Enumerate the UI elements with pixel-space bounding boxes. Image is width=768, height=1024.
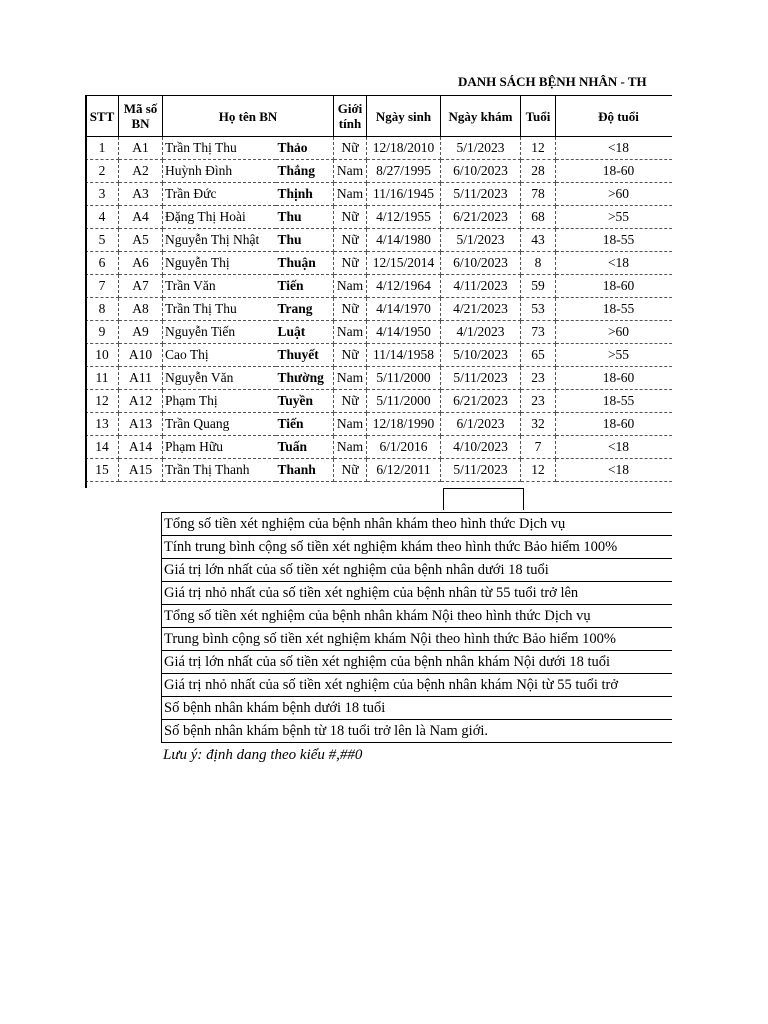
cell-stt[interactable]: 13 xyxy=(86,413,119,436)
cell-ma-so[interactable]: A10 xyxy=(119,344,163,367)
summary-label[interactable]: Giá trị nhỏ nhất của số tiền xét nghiệm của bệnh nhân khám Nội từ 55 tuổi trở xyxy=(162,674,673,697)
cell-do-tuoi[interactable]: <18 xyxy=(556,137,673,160)
cell-tuoi[interactable]: 68 xyxy=(521,206,556,229)
cell-ngay-sinh[interactable]: 6/1/2016 xyxy=(367,436,441,459)
cell-ho[interactable]: Phạm Hữu xyxy=(163,436,276,459)
table-row xyxy=(86,436,673,459)
cell-do-tuoi[interactable]: 18-60 xyxy=(556,160,673,183)
cell-do-tuoi[interactable]: <18 xyxy=(556,252,673,275)
empty-stub-cell[interactable] xyxy=(443,488,524,510)
table-row xyxy=(86,183,673,206)
summary-row xyxy=(162,559,673,582)
cell-ten[interactable]: Thảo xyxy=(276,137,334,160)
cell-ngay-kham[interactable]: 6/21/2023 xyxy=(441,390,521,413)
cell-ngay-kham[interactable]: 5/11/2023 xyxy=(441,459,521,482)
cell-gioi-tinh[interactable]: Nữ xyxy=(334,229,367,252)
summary-table xyxy=(161,512,672,743)
summary-row xyxy=(162,628,673,651)
table-row xyxy=(86,137,673,160)
cell-tuoi[interactable]: 23 xyxy=(521,367,556,390)
cell-tuoi[interactable]: 12 xyxy=(521,459,556,482)
cell-ma-so[interactable]: A11 xyxy=(119,367,163,390)
cell-gioi-tinh[interactable]: Nam xyxy=(334,367,367,390)
summary-row xyxy=(162,536,673,559)
cell-ma-so[interactable]: A14 xyxy=(119,436,163,459)
table-row xyxy=(86,229,673,252)
cell-stt[interactable]: 10 xyxy=(86,344,119,367)
cell-ma-so[interactable]: A8 xyxy=(119,298,163,321)
cell-ho[interactable]: Trần Thị Thanh xyxy=(163,459,276,482)
patient-table xyxy=(85,95,672,482)
cell-tuoi[interactable]: 43 xyxy=(521,229,556,252)
cell-stt[interactable]: 9 xyxy=(86,321,119,344)
cell-ho[interactable]: Nguyễn Thị xyxy=(163,252,276,275)
cell-ho[interactable]: Nguyễn Thị Nhật xyxy=(163,229,276,252)
table-row xyxy=(86,321,673,344)
cell-ten[interactable]: Thịnh xyxy=(276,183,334,206)
cell-ho[interactable]: Trần Đức xyxy=(163,183,276,206)
cell-stt[interactable]: 1 xyxy=(86,137,119,160)
summary-row xyxy=(162,697,673,720)
cell-ngay-sinh[interactable]: 12/18/2010 xyxy=(367,137,441,160)
cell-ma-so[interactable]: A6 xyxy=(119,252,163,275)
table-row xyxy=(86,252,673,275)
summary-row xyxy=(162,513,673,536)
header-row xyxy=(86,96,673,137)
cell-ngay-sinh[interactable]: 6/12/2011 xyxy=(367,459,441,482)
sheet-title: DANH SÁCH BỆNH NHÂN - TH xyxy=(458,74,647,89)
cell-stt[interactable]: 6 xyxy=(86,252,119,275)
cell-ma-so[interactable]: A2 xyxy=(119,160,163,183)
cell-ngay-sinh[interactable]: 5/11/2000 xyxy=(367,390,441,413)
cell-tuoi[interactable]: 65 xyxy=(521,344,556,367)
cell-ma-so[interactable]: A1 xyxy=(119,137,163,160)
cell-stt[interactable]: 11 xyxy=(86,367,119,390)
cell-gioi-tinh[interactable]: Nam xyxy=(334,183,367,206)
summary-label[interactable]: Giá trị lớn nhất của số tiền xét nghiệm của bệnh nhân khám Nội dưới 18 tuổi xyxy=(162,651,673,674)
cell-tuoi[interactable]: 73 xyxy=(521,321,556,344)
cell-ho[interactable]: Huỳnh Đình xyxy=(163,160,276,183)
cell-tuoi[interactable]: 12 xyxy=(521,137,556,160)
cell-gioi-tinh[interactable]: Nam xyxy=(334,436,367,459)
cell-tuoi[interactable]: 59 xyxy=(521,275,556,298)
header-do-tuoi: Độ tuổi xyxy=(556,96,673,137)
cell-ngay-kham[interactable]: 5/11/2023 xyxy=(441,367,521,390)
cell-ngay-kham[interactable]: 6/1/2023 xyxy=(441,413,521,436)
table-row xyxy=(86,275,673,298)
cell-ma-so[interactable]: A9 xyxy=(119,321,163,344)
cell-ngay-kham[interactable]: 4/1/2023 xyxy=(441,321,521,344)
cell-stt[interactable]: 5 xyxy=(86,229,119,252)
cell-gioi-tinh[interactable]: Nữ xyxy=(334,206,367,229)
cell-do-tuoi[interactable]: 18-55 xyxy=(556,229,673,252)
summary-label[interactable]: Giá trị nhỏ nhất của số tiền xét nghiệm của bệnh nhân từ 55 tuổi trở lên xyxy=(162,582,673,605)
table-row xyxy=(86,413,673,436)
summary-table-wrap xyxy=(161,512,672,743)
cell-ngay-kham[interactable]: 5/1/2023 xyxy=(441,137,521,160)
cell-gioi-tinh[interactable]: Nam xyxy=(334,160,367,183)
table-left-border xyxy=(85,95,87,488)
table-row xyxy=(86,459,673,482)
cell-stt[interactable]: 14 xyxy=(86,436,119,459)
cell-stt[interactable]: 15 xyxy=(86,459,119,482)
cell-stt[interactable]: 3 xyxy=(86,183,119,206)
cell-tuoi[interactable]: 53 xyxy=(521,298,556,321)
summary-label[interactable]: Số bệnh nhân khám bệnh dưới 18 tuổi xyxy=(162,697,673,720)
cell-ten[interactable]: Thường xyxy=(276,367,334,390)
header-gioi-tinh: Giới tính xyxy=(334,96,367,137)
cell-ho[interactable]: Trần Thị Thu xyxy=(163,137,276,160)
cell-ho[interactable]: Phạm Thị xyxy=(163,390,276,413)
cell-do-tuoi[interactable]: >60 xyxy=(556,183,673,206)
cell-ma-so[interactable]: A5 xyxy=(119,229,163,252)
summary-row xyxy=(162,582,673,605)
table-row xyxy=(86,390,673,413)
cell-do-tuoi[interactable]: 18-60 xyxy=(556,367,673,390)
cell-ngay-sinh[interactable]: 11/16/1945 xyxy=(367,183,441,206)
cell-ngay-kham[interactable]: 5/10/2023 xyxy=(441,344,521,367)
cell-ten[interactable]: Tuấn xyxy=(276,436,334,459)
cell-ngay-sinh[interactable]: 4/14/1980 xyxy=(367,229,441,252)
patient-table-wrap xyxy=(85,95,672,482)
header-stt: STT xyxy=(86,96,119,137)
summary-label[interactable]: Tổng số tiền xét nghiệm của bệnh nhân khám theo hình thức Dịch vụ xyxy=(162,513,673,536)
summary-row xyxy=(162,651,673,674)
cell-do-tuoi[interactable]: >60 xyxy=(556,321,673,344)
cell-do-tuoi[interactable]: 18-60 xyxy=(556,413,673,436)
cell-stt[interactable]: 4 xyxy=(86,206,119,229)
cell-ten[interactable]: Tiến xyxy=(276,413,334,436)
table-row xyxy=(86,160,673,183)
cell-ngay-kham[interactable]: 5/1/2023 xyxy=(441,229,521,252)
summary-label[interactable]: Giá trị lớn nhất của số tiền xét nghiệm của bệnh nhân dưới 18 tuổi xyxy=(162,559,673,582)
cell-ngay-sinh[interactable]: 4/14/1950 xyxy=(367,321,441,344)
cell-ho[interactable]: Trần Văn xyxy=(163,275,276,298)
cell-ma-so[interactable]: A4 xyxy=(119,206,163,229)
cell-tuoi[interactable]: 78 xyxy=(521,183,556,206)
header-ma-so: Mã số BN xyxy=(119,96,163,137)
cell-ma-so[interactable]: A3 xyxy=(119,183,163,206)
cell-ho[interactable]: Cao Thị xyxy=(163,344,276,367)
cell-tuoi[interactable]: 23 xyxy=(521,390,556,413)
cell-ngay-sinh[interactable]: 4/12/1964 xyxy=(367,275,441,298)
header-tuoi: Tuổi xyxy=(521,96,556,137)
cell-ten[interactable]: Trang xyxy=(276,298,334,321)
cell-do-tuoi[interactable]: 18-60 xyxy=(556,275,673,298)
cell-ngay-sinh[interactable]: 4/14/1970 xyxy=(367,298,441,321)
cell-ngay-kham[interactable]: 4/21/2023 xyxy=(441,298,521,321)
cell-ma-so[interactable]: A13 xyxy=(119,413,163,436)
cell-ngay-kham[interactable]: 6/21/2023 xyxy=(441,206,521,229)
cell-ho[interactable]: Đặng Thị Hoài xyxy=(163,206,276,229)
cell-do-tuoi[interactable]: 18-55 xyxy=(556,390,673,413)
cell-ten[interactable]: Thu xyxy=(276,206,334,229)
cell-gioi-tinh[interactable]: Nữ xyxy=(334,459,367,482)
cell-tuoi[interactable]: 28 xyxy=(521,160,556,183)
cell-do-tuoi[interactable]: >55 xyxy=(556,206,673,229)
cell-gioi-tinh[interactable]: Nữ xyxy=(334,344,367,367)
cell-ngay-sinh[interactable]: 11/14/1958 xyxy=(367,344,441,367)
cell-ngay-sinh[interactable]: 8/27/1995 xyxy=(367,160,441,183)
cell-ten[interactable]: Thanh xyxy=(276,459,334,482)
cell-ten[interactable]: Thắng xyxy=(276,160,334,183)
cell-tuoi[interactable]: 7 xyxy=(521,436,556,459)
cell-ho[interactable]: Nguyễn Văn xyxy=(163,367,276,390)
cell-stt[interactable]: 2 xyxy=(86,160,119,183)
cell-ma-so[interactable]: A15 xyxy=(119,459,163,482)
cell-do-tuoi[interactable]: <18 xyxy=(556,436,673,459)
cell-ho[interactable]: Trần Quang xyxy=(163,413,276,436)
cell-stt[interactable]: 12 xyxy=(86,390,119,413)
cell-ten[interactable]: Luật xyxy=(276,321,334,344)
table-row xyxy=(86,367,673,390)
cell-tuoi[interactable]: 8 xyxy=(521,252,556,275)
cell-ma-so[interactable]: A12 xyxy=(119,390,163,413)
cell-ngay-kham[interactable]: 5/11/2023 xyxy=(441,183,521,206)
cell-ngay-sinh[interactable]: 4/12/1955 xyxy=(367,206,441,229)
cell-ngay-kham[interactable]: 4/11/2023 xyxy=(441,275,521,298)
cell-gioi-tinh[interactable]: Nam xyxy=(334,275,367,298)
cell-stt[interactable]: 8 xyxy=(86,298,119,321)
header-ngay-kham: Ngày khám xyxy=(441,96,521,137)
cell-ho[interactable]: Trần Thị Thu xyxy=(163,298,276,321)
summary-label[interactable]: Trung bình cộng số tiền xét nghiệm khám Nội theo hình thức Bảo hiểm 100% xyxy=(162,628,673,651)
cell-gioi-tinh[interactable]: Nữ xyxy=(334,137,367,160)
cell-do-tuoi[interactable]: 18-55 xyxy=(556,298,673,321)
summary-label[interactable]: Tổng số tiền xét nghiệm của bệnh nhân khám Nội theo hình thức Dịch vụ xyxy=(162,605,673,628)
cell-ten[interactable]: Thuyết xyxy=(276,344,334,367)
cell-gioi-tinh[interactable]: Nam xyxy=(334,321,367,344)
summary-label[interactable]: Số bệnh nhân khám bệnh từ 18 tuổi trở lên là Nam giới. xyxy=(162,720,673,743)
cell-do-tuoi[interactable]: >55 xyxy=(556,344,673,367)
cell-ngay-sinh[interactable]: 12/18/1990 xyxy=(367,413,441,436)
cell-ten[interactable]: Tiến xyxy=(276,275,334,298)
table-row xyxy=(86,298,673,321)
cell-ngay-kham[interactable]: 6/10/2023 xyxy=(441,160,521,183)
cell-do-tuoi[interactable]: <18 xyxy=(556,459,673,482)
cell-ngay-sinh[interactable]: 12/15/2014 xyxy=(367,252,441,275)
cell-ma-so[interactable]: A7 xyxy=(119,275,163,298)
summary-row xyxy=(162,605,673,628)
format-note: Lưu ý: định dang theo kiểu #,##0 xyxy=(163,747,363,763)
header-ngay-sinh: Ngày sinh xyxy=(367,96,441,137)
summary-row xyxy=(162,674,673,697)
cell-ten[interactable]: Thuận xyxy=(276,252,334,275)
table-row xyxy=(86,206,673,229)
cell-ten[interactable]: Tuyền xyxy=(276,390,334,413)
table-row xyxy=(86,344,673,367)
cell-stt[interactable]: 7 xyxy=(86,275,119,298)
cell-ngay-kham[interactable]: 4/10/2023 xyxy=(441,436,521,459)
header-ho-ten: Họ tên BN xyxy=(163,96,334,137)
cell-tuoi[interactable]: 32 xyxy=(521,413,556,436)
summary-row xyxy=(162,720,673,743)
cell-gioi-tinh[interactable]: Nữ xyxy=(334,252,367,275)
cell-gioi-tinh[interactable]: Nam xyxy=(334,413,367,436)
summary-label[interactable]: Tính trung bình cộng số tiền xét nghiệm khám theo hình thức Bảo hiểm 100% xyxy=(162,536,673,559)
cell-ngay-kham[interactable]: 6/10/2023 xyxy=(441,252,521,275)
cell-gioi-tinh[interactable]: Nữ xyxy=(334,298,367,321)
cell-ten[interactable]: Thu xyxy=(276,229,334,252)
patient-rows xyxy=(86,137,673,482)
cell-ngay-sinh[interactable]: 5/11/2000 xyxy=(367,367,441,390)
cell-ho[interactable]: Nguyễn Tiến xyxy=(163,321,276,344)
cell-gioi-tinh[interactable]: Nữ xyxy=(334,390,367,413)
